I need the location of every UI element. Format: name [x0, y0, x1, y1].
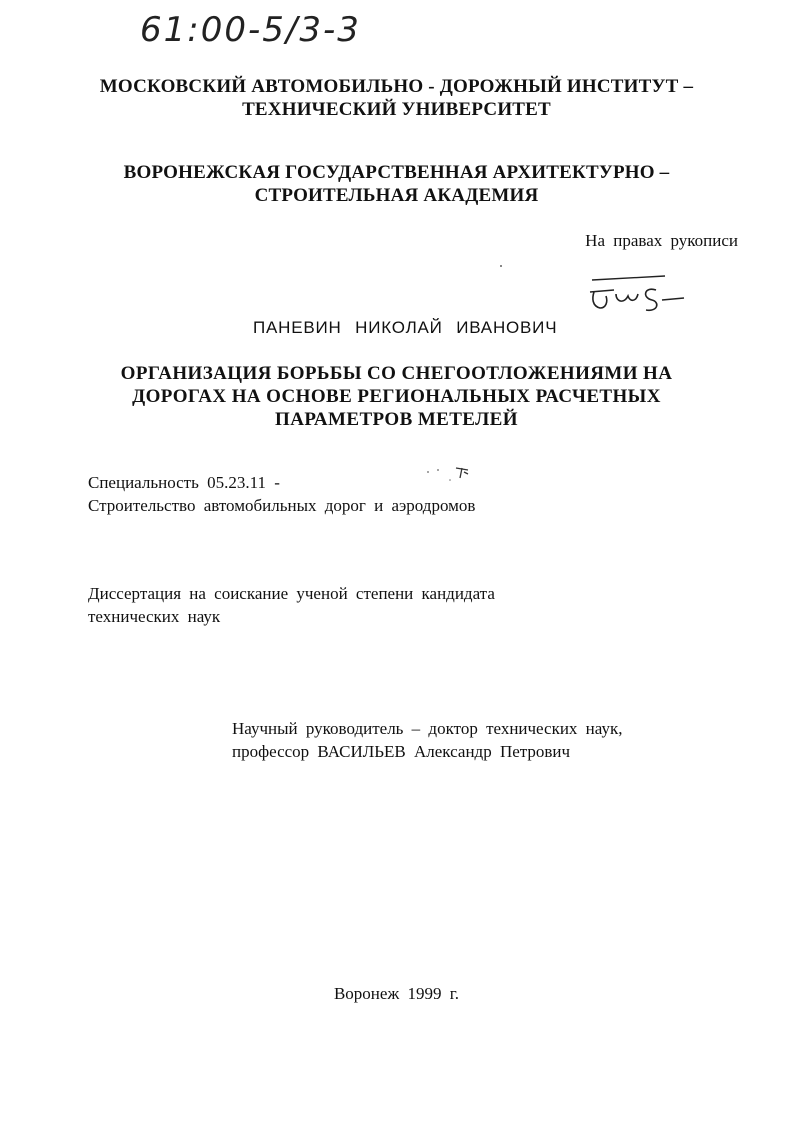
thesis-title-line-3: ПАРАМЕТРОВ МЕТЕЛЕЙ [275, 409, 518, 430]
place-year: Воронеж 1999 г. [333, 984, 460, 1003]
institution-1-line-1: МОСКОВСКИЙ АВТОМОБИЛЬНО - ДОРОЖНЫЙ ИНСТИТУТ – [99, 76, 694, 97]
archive-code: 61:00-5/3-3 [140, 10, 361, 50]
institution-1-line-2: ТЕХНИЧЕСКИЙ УНИВЕРСИТЕТ [242, 99, 551, 120]
supervisor-line-2: профессор ВАСИЛЬЕВ Александр Петрович [232, 742, 571, 761]
signature [580, 268, 690, 316]
specialty-line-2: Строительство автомобильных дорог и аэродромов [88, 496, 476, 515]
ink-speck [420, 462, 480, 486]
degree-line-2: технических наук [88, 607, 221, 626]
rights-note: На правах рукописи [585, 231, 738, 250]
specialty-line-1: Специальность 05.23.11 - [88, 473, 280, 492]
author-name: ПАНЕВИН НИКОЛАЙ ИВАНОВИЧ [253, 318, 558, 337]
thesis-title-line-1: ОРГАНИЗАЦИЯ БОРЬБЫ СО СНЕГООТЛОЖЕНИЯМИ НА [120, 363, 673, 384]
degree-line-1: Диссертация на соискание ученой степени кандидата [88, 584, 495, 603]
thesis-title-line-2: ДОРОГАХ НА ОСНОВЕ РЕГИОНАЛЬНЫХ РАСЧЕТНЫХ [132, 386, 661, 407]
institution-2-line-2: СТРОИТЕЛЬНАЯ АКАДЕМИЯ [254, 185, 539, 206]
supervisor-line-1: Научный руководитель – доктор технических наук, [232, 719, 623, 738]
speck [500, 265, 502, 267]
institution-2-line-1: ВОРОНЕЖСКАЯ ГОСУДАРСТВЕННАЯ АРХИТЕКТУРНО – [123, 162, 670, 183]
